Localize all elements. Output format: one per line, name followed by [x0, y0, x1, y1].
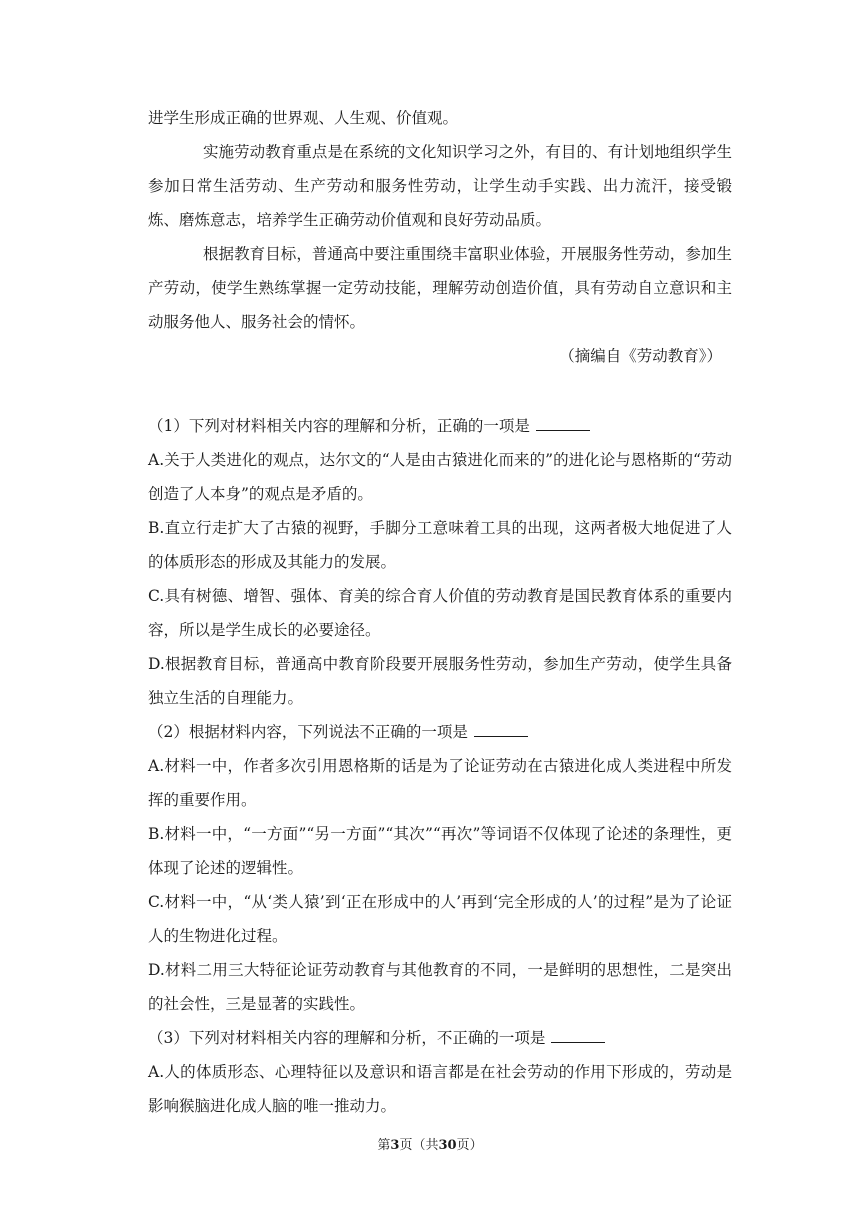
answer-blank-2[interactable]: [474, 720, 528, 737]
question-1-option-d: D.根据教育目标，普通高中教育阶段要开展服务性劳动，参加生产劳动，使学生具备独立生活的自理能力。: [148, 655, 732, 707]
page-footer: [0, 1136, 860, 1156]
intro-paragraph-3: 根据教育目标，普通高中要注重围绕丰富职业体验，开展服务性劳动，参加生产劳动，使学生熟练掌握一定劳动技能，理解劳动创造价值，具有劳动自立意识和主动服务他人、服务社会的情怀。: [148, 245, 732, 331]
question-1-stem: [148, 409, 732, 443]
footer-suffix: 页）: [456, 1138, 483, 1153]
question-2-stem: [148, 715, 732, 749]
source-note: （摘编自《劳动教育》）: [559, 347, 722, 365]
footer-middle: 页（共: [399, 1138, 439, 1153]
question-2-option-a: A.材料一中，作者多次引用恩格斯的话是为了论证劳动在古猿进化成人类进程中所发挥的重要作用。: [148, 757, 732, 809]
question-2-stem-text: （2）根据材料内容，下列说法不正确的一项是: [148, 723, 468, 741]
footer-page-number: 3: [390, 1138, 400, 1153]
page-content: [148, 101, 732, 1123]
question-3-option-a: A.人的体质形态、心理特征以及意识和语言都是在社会劳动的作用下形成的，劳动是影响猴脑进化成人脑的唯一推动力。: [148, 1063, 732, 1115]
answer-blank-1[interactable]: [536, 414, 590, 431]
footer-prefix: 第: [377, 1138, 391, 1153]
question-1-option-a: A.关于人类进化的观点，达尔文的“人是由古猿进化而来的”的进化论与恩格斯的“劳动创造了人本身”的观点是矛盾的。: [148, 451, 732, 503]
section-spacer: [148, 373, 732, 409]
question-2-option-c: C.材料一中，“从‘类人猿’到‘正在形成中的人’再到‘完全形成的人’的过程”是为了论证人的生物进化过程。: [148, 893, 732, 945]
question-1-option-c: C.具有树德、增智、强体、育美的综合育人价值的劳动教育是国民教育体系的重要内容，所以是学生成长的必要途径。: [148, 587, 732, 639]
question-2: [148, 715, 732, 1021]
question-2-option-b: B.材料一中，“一方面”“另一方面”“其次”“再次”等词语不仅体现了论述的条理性，更体现了论述的逻辑性。: [148, 825, 732, 877]
intro-paragraph-1: 进学生形成正确的世界观、人生观、价值观。: [148, 109, 459, 127]
question-1-option-b: B.直立行走扩大了古猿的视野，手脚分工意味着工具的出现，这两者极大地促进了人的体质形态的形成及其能力的发展。: [148, 519, 732, 571]
footer-total-pages: 30: [438, 1138, 457, 1153]
question-3-stem-text: （3）下列对材料相关内容的理解和分析，不正确的一项是: [148, 1029, 546, 1047]
answer-blank-3[interactable]: [551, 1026, 605, 1043]
question-1: [148, 409, 732, 715]
intro-paragraph-2: 实施劳动教育重点是在系统的文化知识学习之外，有目的、有计划地组织学生参加日常生活劳动、生产劳动和服务性劳动，让学生动手实践、出力流汗，接受锻炼、磨炼意志，培养学生正确劳动价值观和良好劳动品质。: [148, 143, 732, 229]
question-3-stem: [148, 1021, 732, 1055]
question-1-stem-text: （1）下列对材料相关内容的理解和分析，正确的一项是: [148, 417, 530, 435]
question-3: [148, 1021, 732, 1123]
question-2-option-d: D.材料二用三大特征论证劳动教育与其他教育的不同，一是鲜明的思想性，二是突出的社会性，三是显著的实践性。: [148, 961, 732, 1013]
